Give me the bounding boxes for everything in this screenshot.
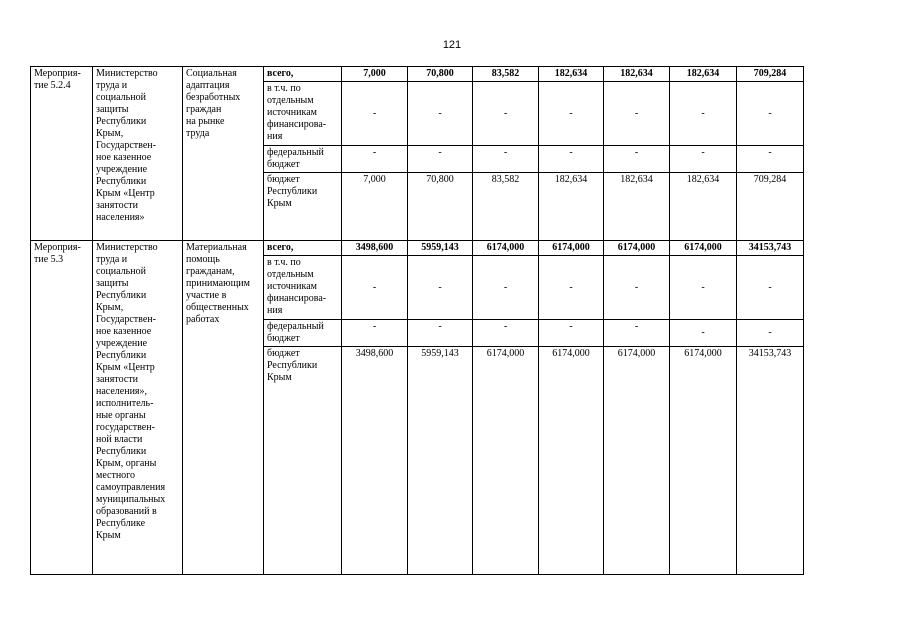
source-label: в т.ч. по отдельным источникам финансирова- ния xyxy=(264,256,342,320)
source-label: федеральный бюджет xyxy=(264,320,342,347)
measure-cell: Мероприя- тие 5.3 xyxy=(31,241,93,575)
page-number: 121 xyxy=(442,39,462,51)
executor-cell: Министерство труда и социальной защиты Республики Крым, Государствен- ное казенное учреждение Республики Крым «Центр занятости населения», исполнитель- ные органы государствен- ной власти Республики Крым, органы местного самоуправления муниципальных образований в Республике Крым xyxy=(93,241,183,575)
source-label: бюджет Республики Крым xyxy=(264,173,342,241)
value-cell: - xyxy=(408,320,473,347)
executor-cell: Министерство труда и социальной защиты Республики Крым, Государствен- ное казенное учреждение Республики Крым «Центр занятости населения» xyxy=(93,67,183,241)
value-cell: - xyxy=(473,146,539,173)
measure-name-cell: Социальная адаптация безработных граждан на рынке труда xyxy=(183,67,264,241)
financing-table xyxy=(30,66,804,575)
source-label: всего, xyxy=(264,67,342,82)
value-cell: 83,582 xyxy=(473,67,539,82)
value-cell: - xyxy=(670,82,737,146)
value-cell: - xyxy=(604,82,670,146)
value-cell: - xyxy=(737,320,804,347)
value-cell: 6174,000 xyxy=(473,241,539,256)
table-row xyxy=(31,67,804,82)
measure-name-cell: Материальная помощь гражданам, принимающим участие в общественных работах xyxy=(183,241,264,575)
value-cell: - xyxy=(342,256,408,320)
value-cell: - xyxy=(408,256,473,320)
value-cell: - xyxy=(737,146,804,173)
value-cell: 6174,000 xyxy=(539,241,604,256)
value-cell: 7,000 xyxy=(342,173,408,241)
value-cell: - xyxy=(670,256,737,320)
value-cell: 6174,000 xyxy=(604,241,670,256)
value-cell: 182,634 xyxy=(539,173,604,241)
value-cell: 34153,743 xyxy=(737,241,804,256)
value-cell: 7,000 xyxy=(342,67,408,82)
value-cell: 709,284 xyxy=(737,173,804,241)
value-cell: 6174,000 xyxy=(670,347,737,575)
value-cell: - xyxy=(539,320,604,347)
value-cell: 6174,000 xyxy=(539,347,604,575)
value-cell: 34153,743 xyxy=(737,347,804,575)
value-cell: 5959,143 xyxy=(408,347,473,575)
value-cell: - xyxy=(604,320,670,347)
value-cell: - xyxy=(473,256,539,320)
value-cell: 182,634 xyxy=(604,67,670,82)
value-cell: - xyxy=(670,146,737,173)
value-cell: - xyxy=(342,146,408,173)
value-cell: 70,800 xyxy=(408,67,473,82)
value-cell: 6174,000 xyxy=(670,241,737,256)
value-cell: 5959,143 xyxy=(408,241,473,256)
value-cell: - xyxy=(408,146,473,173)
table-row xyxy=(31,241,804,256)
value-cell: - xyxy=(737,82,804,146)
value-cell: 182,634 xyxy=(604,173,670,241)
source-label: бюджет Республики Крым xyxy=(264,347,342,575)
value-cell: 6174,000 xyxy=(473,347,539,575)
value-cell: 70,800 xyxy=(408,173,473,241)
value-cell: 3498,600 xyxy=(342,347,408,575)
value-cell: - xyxy=(539,146,604,173)
source-label: в т.ч. по отдельным источникам финансирова- ния xyxy=(264,82,342,146)
value-cell: - xyxy=(342,320,408,347)
source-label: всего, xyxy=(264,241,342,256)
value-cell: 182,634 xyxy=(670,67,737,82)
value-cell: 3498,600 xyxy=(342,241,408,256)
source-label: федеральный бюджет xyxy=(264,146,342,173)
value-cell: - xyxy=(670,320,737,347)
value-cell: - xyxy=(408,82,473,146)
value-cell: - xyxy=(473,82,539,146)
value-cell: - xyxy=(604,256,670,320)
value-cell: 182,634 xyxy=(539,67,604,82)
value-cell: - xyxy=(473,320,539,347)
value-cell: - xyxy=(539,82,604,146)
measure-cell: Мероприя- тие 5.2.4 xyxy=(31,67,93,241)
value-cell: 709,284 xyxy=(737,67,804,82)
value-cell: 83,582 xyxy=(473,173,539,241)
value-cell: - xyxy=(342,82,408,146)
value-cell: - xyxy=(737,256,804,320)
value-cell: - xyxy=(604,146,670,173)
value-cell: 182,634 xyxy=(670,173,737,241)
value-cell: - xyxy=(539,256,604,320)
value-cell: 6174,000 xyxy=(604,347,670,575)
